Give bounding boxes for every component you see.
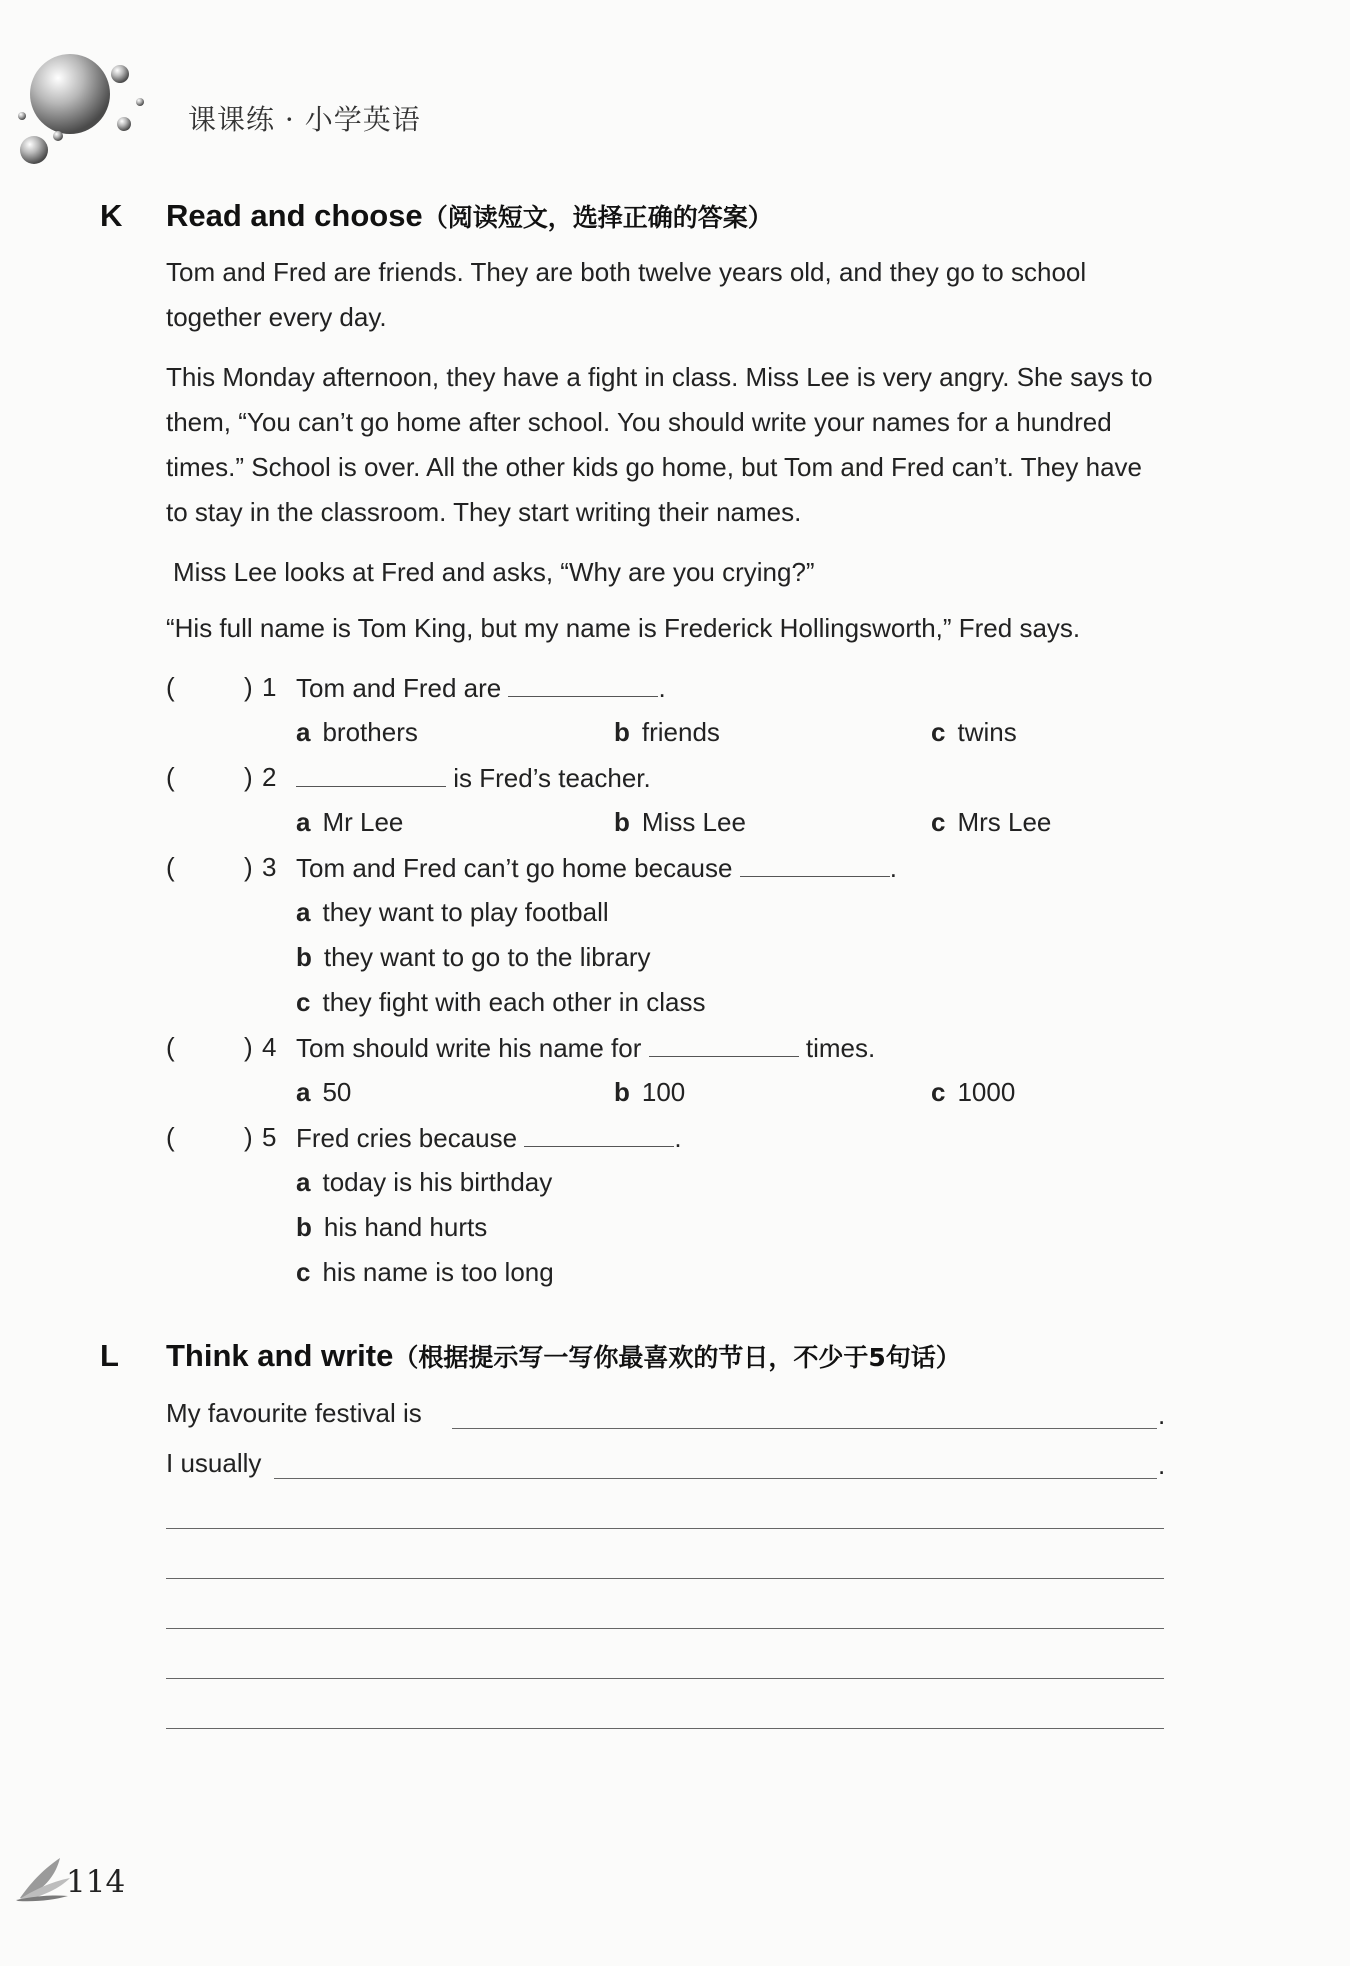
question-number: 3 bbox=[262, 852, 277, 882]
option-b bbox=[296, 942, 651, 973]
passage-paragraph-2: This Monday afternoon, they have a fight in class. Miss Lee is very angry. She says to them, “You can’t go home after school. You should write your names for a hundred times.” School is over. All the other kids go home, but Tom and Fred can’t. They have to stay in the classroom. They start writing their names. bbox=[166, 362, 1153, 527]
question-after: . bbox=[658, 673, 666, 703]
option-text: today is his birthday bbox=[322, 1167, 553, 1197]
option-text: 50 bbox=[322, 1077, 352, 1107]
option-text: they want to go to the library bbox=[323, 942, 651, 972]
bubbles-decoration-icon bbox=[14, 44, 154, 174]
option-b bbox=[296, 1212, 487, 1243]
question-4 bbox=[0, 1032, 1350, 1068]
option-letter: a bbox=[296, 1167, 311, 1197]
question-text bbox=[296, 762, 651, 794]
option-letter: b bbox=[614, 717, 630, 747]
answer-paren-left: ( bbox=[166, 672, 175, 702]
option-letter: a bbox=[296, 807, 311, 837]
section-l-title bbox=[166, 1338, 961, 1374]
option-a bbox=[296, 717, 418, 748]
option-letter: b bbox=[296, 942, 312, 972]
option-a bbox=[296, 1077, 351, 1108]
option-c bbox=[296, 987, 705, 1018]
section-k-title bbox=[166, 198, 773, 234]
option-c bbox=[931, 1077, 1015, 1108]
answer-paren-right: ) bbox=[244, 852, 253, 882]
option-letter: a bbox=[296, 1077, 311, 1107]
option-letter: c bbox=[931, 1077, 946, 1107]
section-l-title-cn: （根据提示写一写你最喜欢的节日，不少于5句话） bbox=[393, 1343, 961, 1372]
question-after: . bbox=[889, 853, 897, 883]
option-letter: a bbox=[296, 717, 311, 747]
option-text: friends bbox=[641, 717, 720, 747]
option-letter: c bbox=[296, 1257, 311, 1287]
question-number: 2 bbox=[262, 762, 277, 792]
option-a bbox=[296, 897, 609, 928]
option-a bbox=[296, 1167, 552, 1198]
option-letter: b bbox=[614, 1077, 630, 1107]
question-3 bbox=[0, 852, 1350, 888]
passage-paragraph-1: Tom and Fred are friends. They are both twelve years old, and they go to school together every day. bbox=[166, 257, 1087, 332]
writing-line[interactable] bbox=[166, 1628, 1164, 1629]
option-text: his name is too long bbox=[322, 1257, 554, 1287]
question-before: Tom and Fred can’t go home because bbox=[296, 853, 733, 883]
question-number: 1 bbox=[262, 672, 277, 702]
writing-line[interactable] bbox=[166, 1728, 1164, 1729]
option-letter: b bbox=[296, 1212, 312, 1242]
question-before: Fred cries because bbox=[296, 1123, 518, 1153]
passage-paragraph-4: “His full name is Tom King, but my name is Frederick Hollingsworth,” Fred says. bbox=[166, 613, 1081, 643]
option-a bbox=[296, 807, 403, 838]
question-before: Tom should write his name for bbox=[296, 1033, 642, 1063]
section-l-title-en: Think and write bbox=[166, 1338, 394, 1373]
writing-line[interactable] bbox=[166, 1578, 1164, 1579]
question-number: 5 bbox=[262, 1122, 277, 1152]
option-text: his hand hurts bbox=[323, 1212, 488, 1242]
section-l-letter: L bbox=[100, 1338, 119, 1373]
answer-blank[interactable] bbox=[740, 852, 890, 877]
passage-paragraph bbox=[166, 355, 1166, 535]
section-k-title-en: Read and choose bbox=[166, 198, 423, 233]
option-b bbox=[614, 1077, 685, 1108]
answer-paren-right: ) bbox=[244, 1122, 253, 1152]
passage-paragraph-3: Miss Lee looks at Fred and asks, “Why are you crying?” bbox=[173, 557, 815, 587]
option-letter: c bbox=[296, 987, 311, 1017]
option-letter: a bbox=[296, 897, 311, 927]
answer-paren-right: ) bbox=[244, 672, 253, 702]
option-text: twins bbox=[957, 717, 1017, 747]
answer-paren-left: ( bbox=[166, 852, 175, 882]
period: . bbox=[1158, 1400, 1166, 1430]
writing-line[interactable] bbox=[452, 1428, 1157, 1429]
question-text bbox=[296, 852, 897, 884]
page-number: 114 bbox=[66, 1864, 126, 1900]
option-c bbox=[931, 807, 1051, 838]
passage-paragraph bbox=[166, 606, 1166, 651]
option-text: Miss Lee bbox=[641, 807, 746, 837]
option-b bbox=[614, 807, 746, 838]
answer-blank[interactable] bbox=[524, 1122, 674, 1147]
question-5 bbox=[0, 1122, 1350, 1158]
writing-prompt-2: I usually bbox=[166, 1448, 262, 1478]
option-text: they want to play football bbox=[322, 897, 609, 927]
writing-line[interactable] bbox=[166, 1528, 1164, 1529]
option-c bbox=[931, 717, 1017, 748]
answer-blank[interactable] bbox=[649, 1032, 799, 1057]
option-text: 100 bbox=[641, 1077, 686, 1107]
answer-paren-left: ( bbox=[166, 1032, 175, 1062]
section-k-title-cn: （阅读短文，选择正确的答案） bbox=[422, 203, 773, 232]
passage-paragraph bbox=[173, 550, 1173, 595]
question-text bbox=[296, 1032, 875, 1064]
answer-paren-left: ( bbox=[166, 1122, 175, 1152]
question-number: 4 bbox=[262, 1032, 277, 1062]
question-text bbox=[296, 1122, 682, 1154]
writing-line[interactable] bbox=[274, 1478, 1157, 1479]
answer-paren-right: ) bbox=[244, 1032, 253, 1062]
question-1 bbox=[0, 672, 1350, 708]
option-letter: c bbox=[931, 807, 946, 837]
question-before: Tom and Fred are bbox=[296, 673, 502, 703]
section-k-letter: K bbox=[100, 198, 123, 233]
option-letter: c bbox=[931, 717, 946, 747]
writing-line[interactable] bbox=[166, 1678, 1164, 1679]
header-title: 课课练 · 小学英语 bbox=[188, 103, 421, 136]
question-after: times. bbox=[805, 1033, 876, 1063]
answer-paren-right: ) bbox=[244, 762, 253, 792]
answer-paren-left: ( bbox=[166, 762, 175, 792]
question-text bbox=[296, 672, 666, 704]
period: . bbox=[1158, 1450, 1166, 1480]
option-text: brothers bbox=[322, 717, 418, 747]
leaf-icon bbox=[16, 1854, 72, 1902]
option-text: they fight with each other in class bbox=[322, 987, 706, 1017]
option-c bbox=[296, 1257, 554, 1288]
option-text: Mr Lee bbox=[322, 807, 404, 837]
writing-prompt-1: My favourite festival is bbox=[166, 1398, 422, 1428]
option-text: Mrs Lee bbox=[957, 807, 1052, 837]
passage-paragraph bbox=[166, 250, 1166, 340]
option-letter: b bbox=[614, 807, 630, 837]
answer-blank[interactable] bbox=[508, 672, 658, 697]
answer-blank[interactable] bbox=[296, 762, 446, 787]
question-2 bbox=[0, 762, 1350, 798]
option-b bbox=[614, 717, 720, 748]
question-after: . bbox=[674, 1123, 682, 1153]
question-after: is Fred’s teacher. bbox=[453, 763, 651, 793]
option-text: 1000 bbox=[957, 1077, 1016, 1107]
